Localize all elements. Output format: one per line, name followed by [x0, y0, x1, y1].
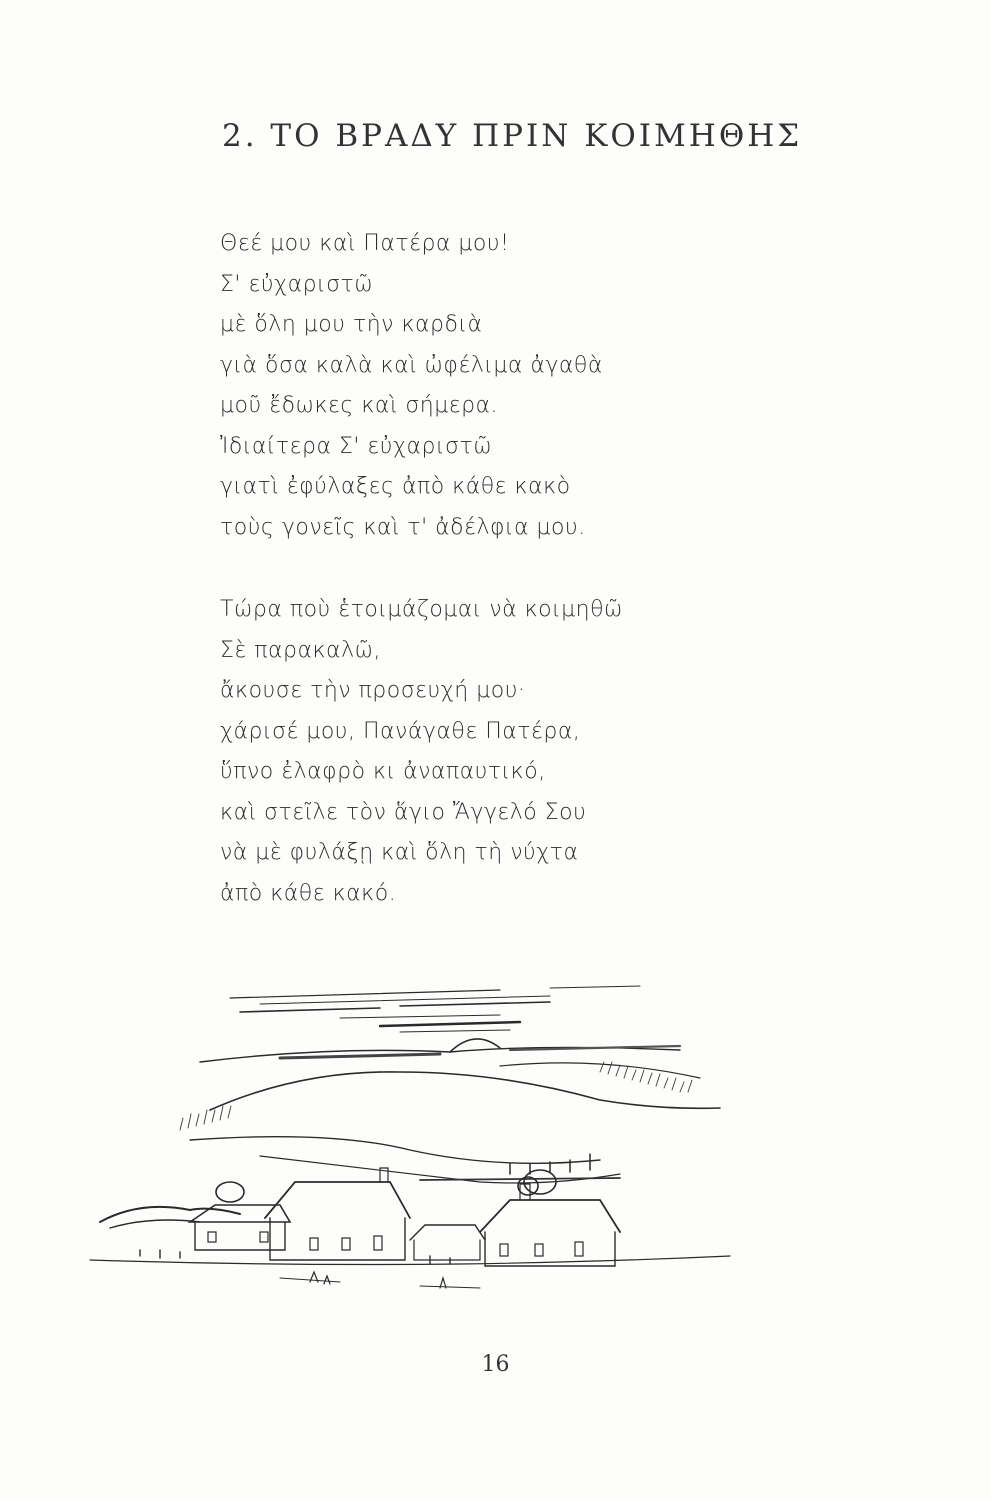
stanza-1 [220, 224, 780, 548]
poem-line: χάρισέ μου, Πανάγαθε Πατέρα, [220, 718, 581, 744]
poem-line: τοὺς γονεῖς καὶ τ' ἀδέλφια μου. [220, 514, 586, 540]
poem-line: γιὰ ὅσα καλὰ καὶ ὠφέλιμα ἀγαθὰ [220, 352, 603, 378]
poem-line: νὰ μὲ φυλάξῃ καὶ ὅλη τὴ νύχτα [220, 840, 579, 865]
poem-line: Θεέ μου καὶ Πατέρα μου! [220, 231, 510, 256]
poem-line: Ἰδιαίτερα Σ' εὐχαριστῶ [220, 433, 493, 459]
page-number: 16 [481, 1352, 510, 1377]
poem-line: Σ' εὐχαριστῶ [220, 271, 374, 297]
page-title: 2. ΤΟ ΒΡΑΔΥ ΠΡΙΝ ΚΟΙΜΗΘΗΣ [222, 118, 803, 154]
poem-line: Σὲ παρακαλῶ, [220, 637, 381, 663]
poem-line: ἄκουσε τὴν προσευχή μου· [220, 678, 526, 703]
poem-line: ὕπνο ἐλαφρὸ κι ἀναπαυτικό, [220, 759, 546, 784]
village-landscape-illustration [80, 960, 760, 1300]
poem-line: ἀπὸ κάθε κακό. [220, 880, 397, 906]
poem-line: γιατὶ ἐφύλαξες ἀπὸ κάθε κακὸ [220, 474, 571, 499]
poem-line: μὲ ὅλη μου τὴν καρδιὰ [220, 312, 483, 337]
stanza-2 [220, 590, 780, 914]
poem-line: καὶ στεῖλε τὸν ἅγιο Ἄγγελό Σου [220, 799, 587, 825]
poem-line: Τώρα ποὺ ἑτοιμάζομαι νὰ κοιμηθῶ [220, 597, 623, 622]
poem-line: μοῦ ἔδωκες καὶ σήμερα. [220, 393, 499, 418]
